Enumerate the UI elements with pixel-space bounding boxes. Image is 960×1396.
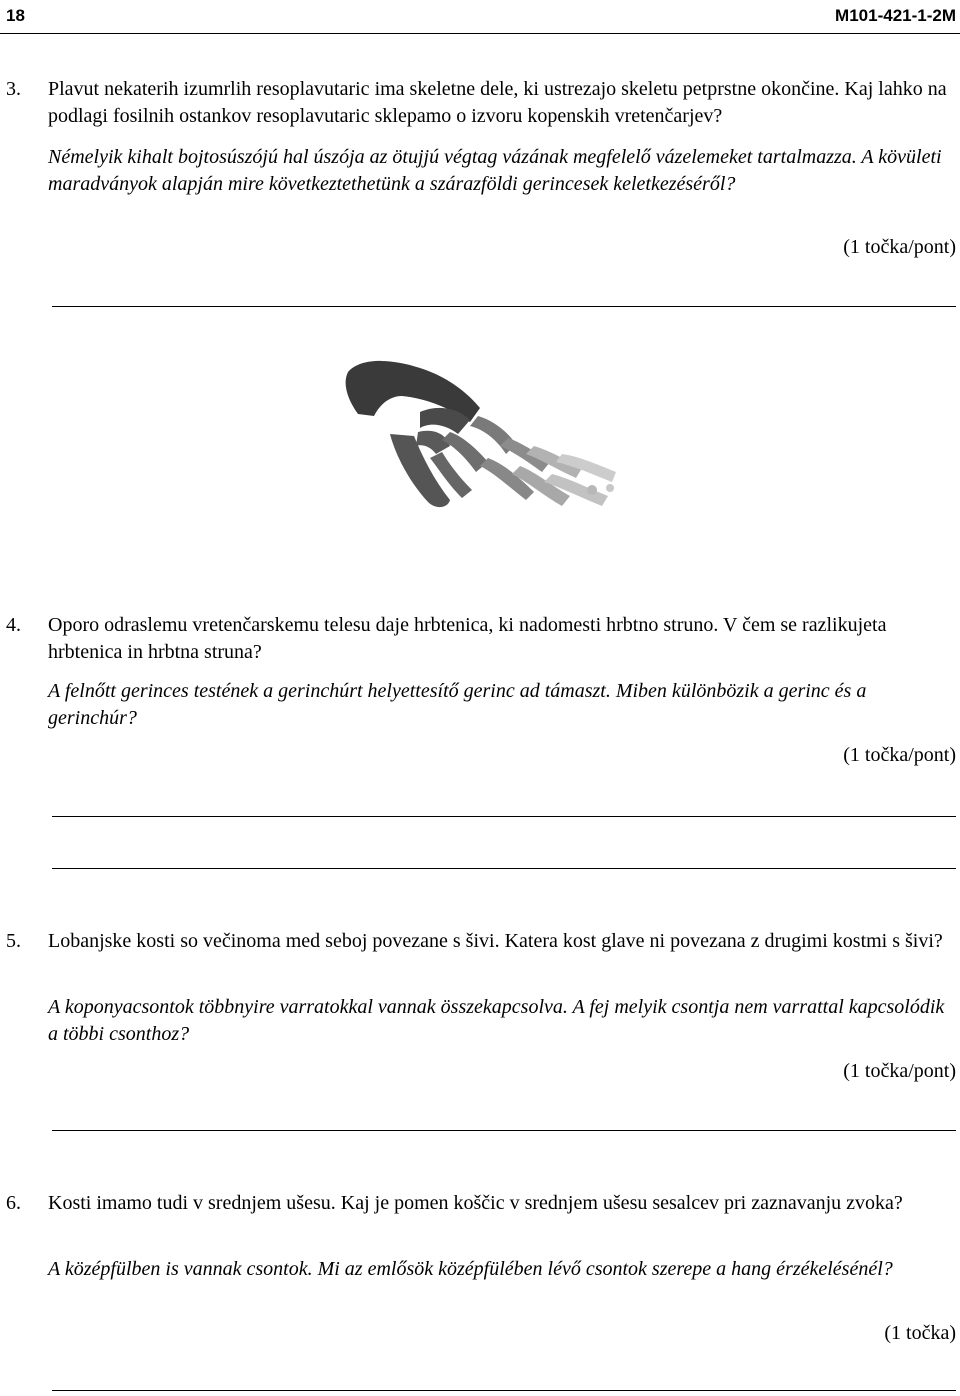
points-label: (1 točka/pont) [843, 236, 956, 258]
answer-line[interactable] [52, 1130, 956, 1131]
question-number: 3. [6, 78, 21, 100]
question-number: 6. [6, 1192, 21, 1214]
question-translation: A középfülben is vannak csontok. Mi az emlősök középfülében lévő csontok szerepe a hang érzékelésénél? [48, 1258, 893, 1280]
question-text: Lobanjske kosti so večinoma med seboj povezane s šivi. Katera kost glave ni povezana z drugimi kostmi s šivi? [48, 930, 943, 952]
answer-line[interactable] [52, 306, 956, 307]
points-label: (1 točka/pont) [843, 744, 956, 766]
question-number: 4. [6, 614, 21, 636]
answer-line[interactable] [52, 868, 956, 869]
question-translation: A koponyacsontok többnyire varratokkal vannak összekapcsolva. A fej melyik csontja nem varrattal kapcsolódik a többi csonthoz? [48, 996, 945, 1045]
question-number: 5. [6, 930, 21, 952]
points-label: (1 točka) [884, 1322, 956, 1344]
question-text: Kosti imamo tudi v srednjem ušesu. Kaj je pomen koščic v srednjem ušesu sesalcev pri zaznavanju zvoka? [48, 1192, 903, 1214]
page-number: 18 [6, 6, 25, 25]
question-translation: Némelyik kihalt bojtosúszójú hal úszója az ötujjú végtag vázának megfelelő vázelemeket tartalmazza. A kövületi maradványok alapján mire következtethetünk a szárazföldi gerincesek keletkezéséről? [48, 146, 942, 195]
answer-line[interactable] [52, 816, 956, 817]
fin-skeleton-icon [330, 350, 630, 530]
answer-line[interactable] [52, 1390, 956, 1391]
question-text: Plavut nekaterih izumrlih resoplavutaric ima skeletne dele, ki ustrezajo skeletu petprstne okončine. Kaj lahko na podlagi fosilnih ostankov resoplavutaric sklepamo o izvoru kopenskih vretenčarjev? [48, 78, 947, 127]
points-label: (1 točka/pont) [843, 1060, 956, 1082]
question-translation: A felnőtt gerinces testének a gerinchúrt helyettesítő gerinc ad támaszt. Miben különbözik a gerinc és a gerinchúr? [48, 680, 867, 729]
document-code: M101-421-1-2M [835, 6, 956, 25]
page-header [0, 0, 960, 34]
question-text: Oporo odraslemu vretenčarskemu telesu daje hrbtenica, ki nadomesti hrbtno struno. V čem se razlikujeta hrbtenica in hrbtna struna? [48, 614, 887, 663]
header-rule [0, 33, 960, 34]
